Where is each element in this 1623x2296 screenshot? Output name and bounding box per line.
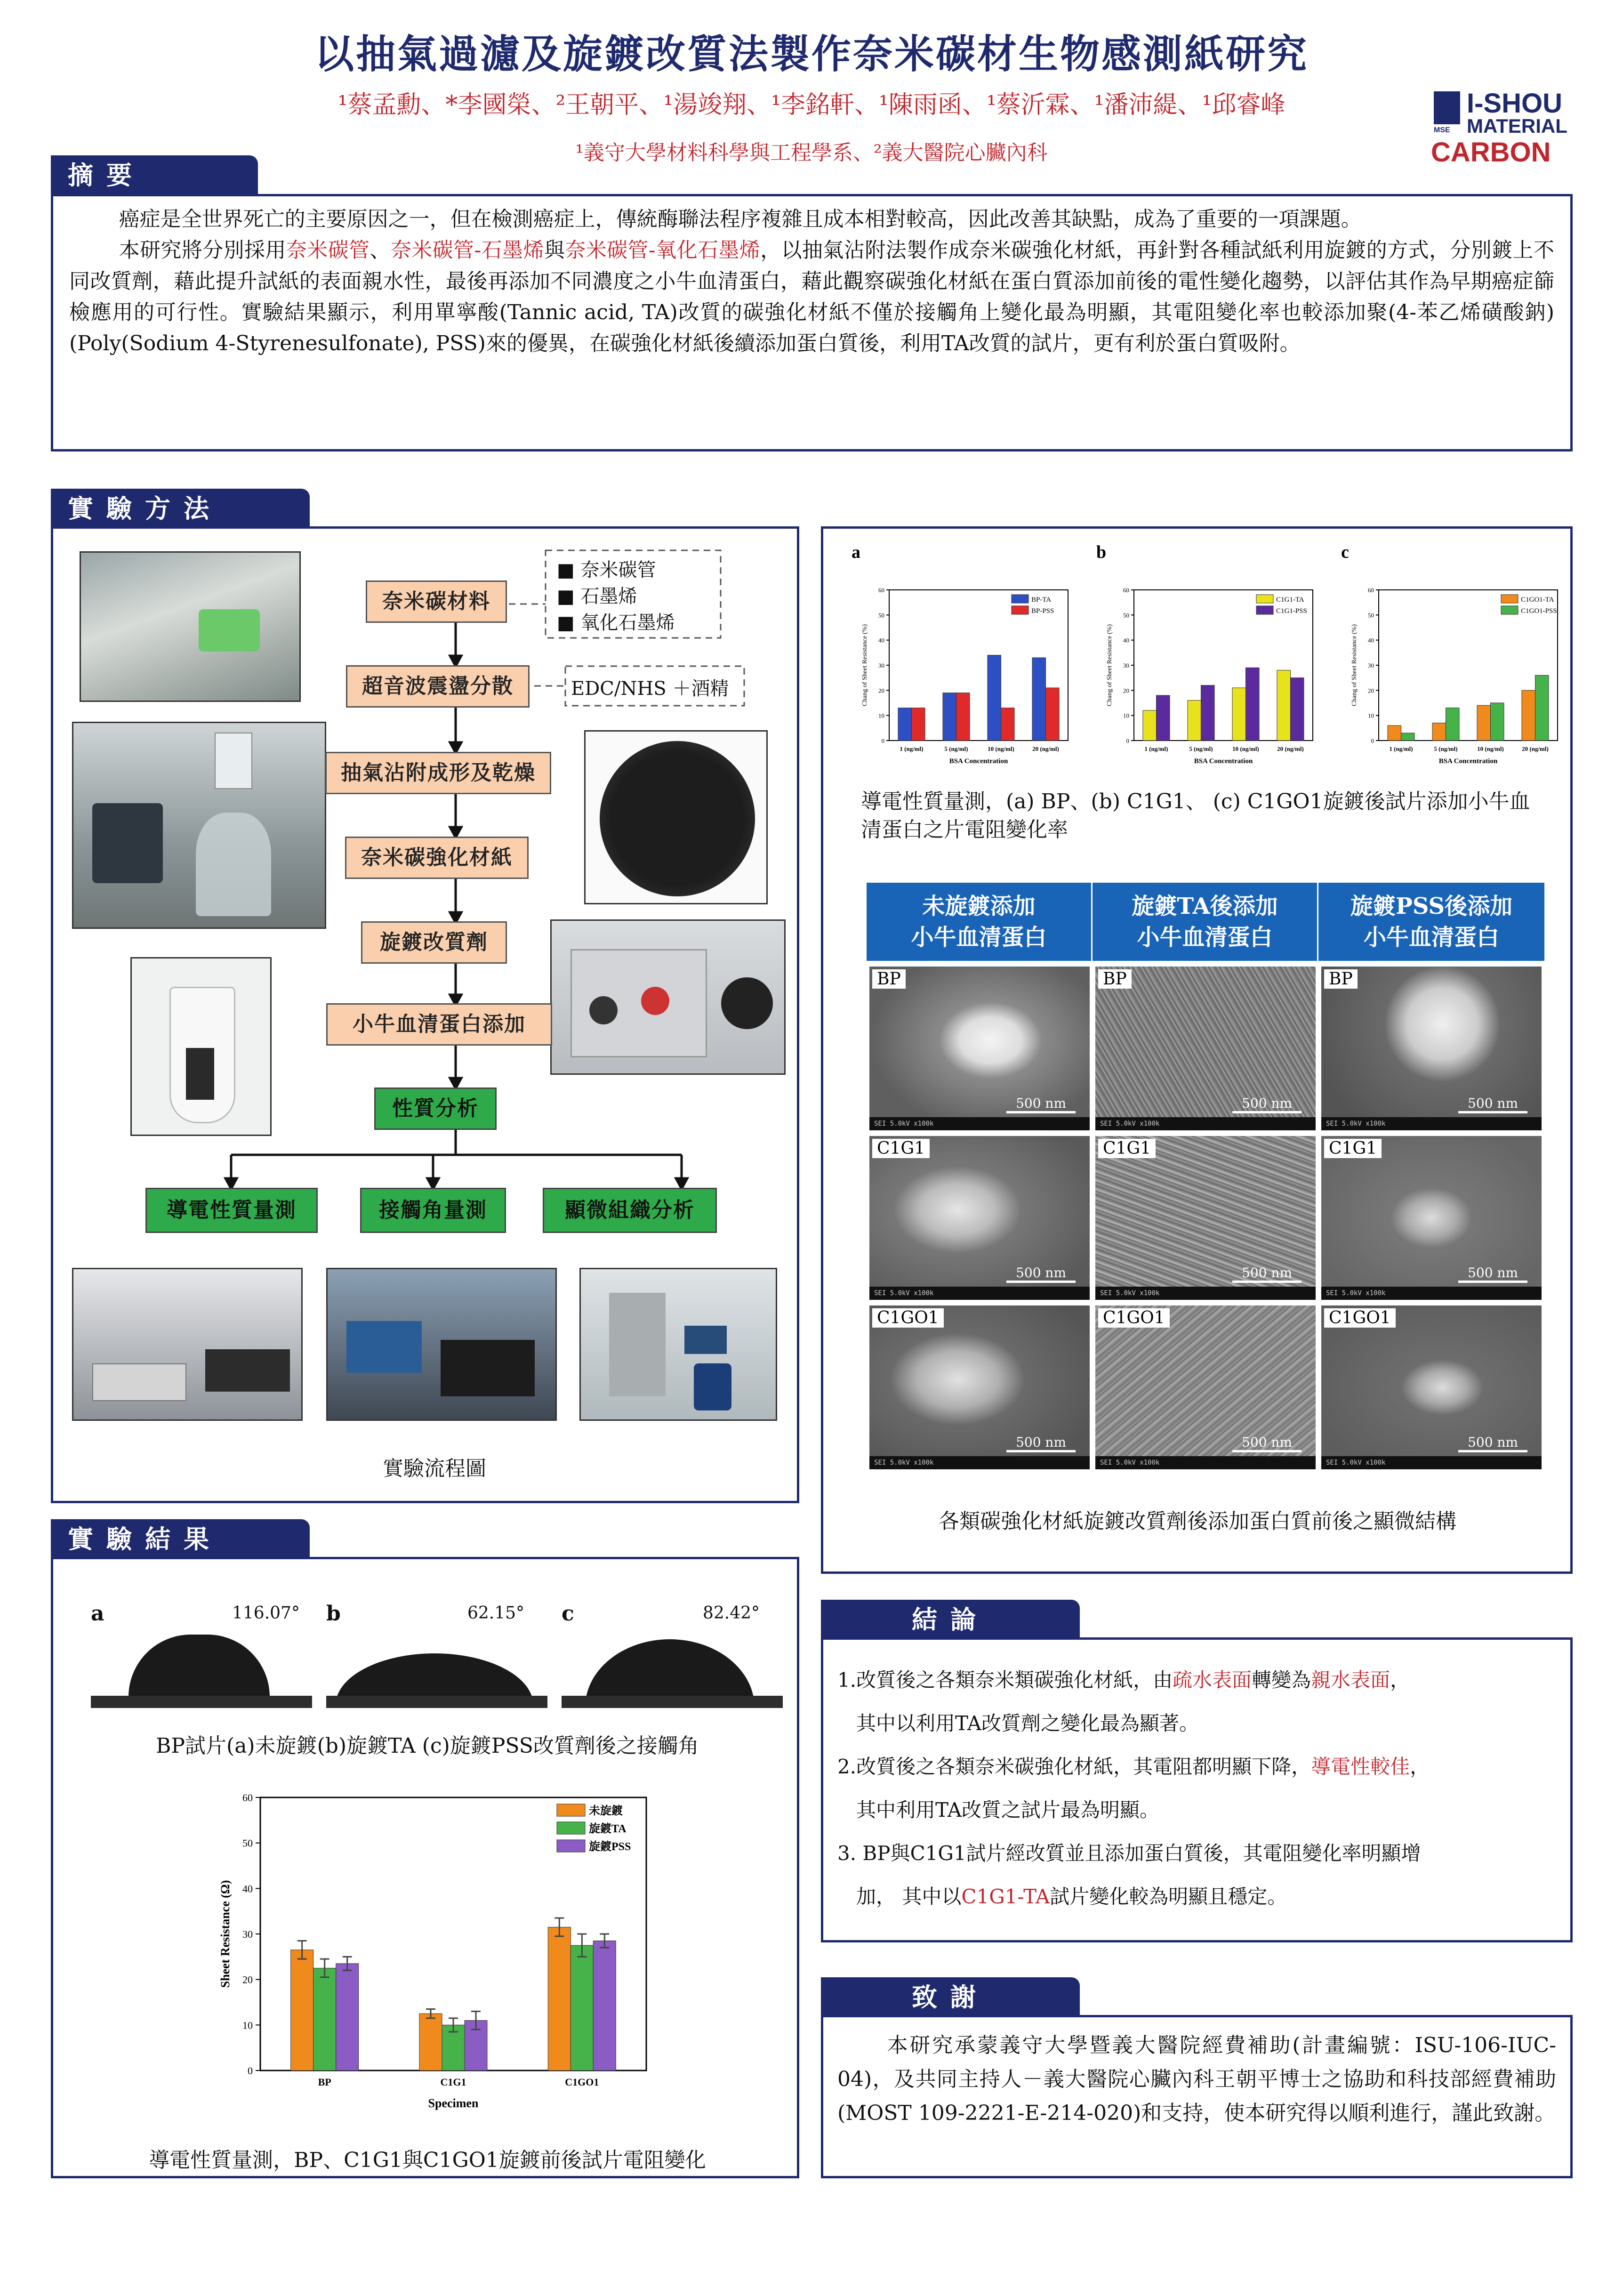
bar xyxy=(313,1968,336,2071)
conclusion-heading: 結論 xyxy=(821,1600,1080,1639)
panel-label: c xyxy=(1341,542,1349,562)
bar xyxy=(1388,725,1401,741)
bsa-chart-caption: 導電性質量測，(a) BP、(b) C1G1、 (c) C1GO1旋鍍後試片添加小牛血清蛋白之片電阻變化率 xyxy=(861,790,1530,842)
conclusion-line: 其中以利用TA改質劑之變化最為顯著。 xyxy=(856,1712,1199,1735)
legend-label: C1GO1-PSS xyxy=(1521,607,1557,615)
contact-angle-photo xyxy=(326,1268,557,1421)
y-tick-label: 10 xyxy=(242,2019,253,2031)
bar xyxy=(570,1945,593,2070)
bar xyxy=(1232,688,1246,741)
y-tick-label: 20 xyxy=(1368,687,1374,694)
x-tick-label: BP xyxy=(318,2076,331,2088)
legend-swatch xyxy=(557,1804,585,1816)
logo-line-3: CARBON xyxy=(1431,137,1551,168)
abstract-p2: 本研究將分別採用奈米碳管、奈米碳管-石墨烯與奈米碳管-氧化石墨烯，以抽氣沾附法製作成奈米碳強化材紙，再針對各種試紙利用旋鍍的方式，分別鍍上不同改質劑，藉此提升試紙的表面親水性，最後再添加不同濃度之小牛血清蛋白，藉此觀察碳強化材紙在蛋白質添加前後的電性變化趨勢，以評估其作為早期癌症篩檢應用的可行性。實驗結果顯示，利用單寧酸(Tannic acid, TA)改質的碳強化材紙不僅於接觸角上變化最為明顯，其電阻變化率也較添加聚(4-苯乙烯磺酸鈉) (Poly(Sodium 4-Styrenesulfonate), PSS)來的優異，在碳強化材紙後續添加蛋白質後，利用TA改質的試片，更有利於蛋白質吸附。 xyxy=(69,238,1555,355)
bar xyxy=(1246,668,1260,741)
sem-header-pss: 旋鍍PSS後添加 小牛血清蛋白 xyxy=(1318,883,1544,961)
y-tick-label: 40 xyxy=(878,636,884,644)
x-axis-label: BSA Concentration xyxy=(1194,757,1253,765)
contact-angle-a: a 116.07° xyxy=(91,1602,312,1710)
bar xyxy=(1491,703,1504,741)
conclusion-line: 加， 其中以C1G1-TA試片變化較為明顯且穩定。 xyxy=(856,1885,1287,1908)
bar xyxy=(1046,688,1060,741)
results-box xyxy=(51,1557,799,2178)
x-tick-label: 20 (ng/ml) xyxy=(1522,745,1549,752)
y-tick-label: 40 xyxy=(1123,636,1129,644)
conclusion-line: 1.改質後之各類奈米類碳強化材紙，由疏水表面轉變為親水表面， xyxy=(837,1668,1410,1692)
material-item: ■ 石墨烯 xyxy=(557,586,637,607)
legend-label: C1G1-TA xyxy=(1276,596,1304,604)
analysis-microstructure: 顯微組織分析 xyxy=(543,1188,717,1233)
abstract-box xyxy=(51,194,1573,451)
flowchart-caption: 實驗流程圖 xyxy=(383,1457,486,1481)
ack-box xyxy=(821,2015,1573,2178)
logo-line-1: I-SHOU xyxy=(1467,88,1562,119)
contact-angle-b: b 62.15° xyxy=(326,1602,547,1710)
legend-swatch xyxy=(557,1840,585,1852)
university-logo xyxy=(1431,88,1586,172)
bar xyxy=(1157,695,1170,741)
x-axis-label: BSA Concentration xyxy=(949,757,1008,765)
y-axis-label: Chang of Sheet Resistance (%) xyxy=(1106,624,1113,707)
methods-heading: 實驗方法 xyxy=(51,489,310,528)
contact-angle-c: c 82.42° xyxy=(562,1602,783,1710)
bar xyxy=(956,693,970,741)
x-tick-label: 20 (ng/ml) xyxy=(1277,745,1304,752)
bar xyxy=(1032,658,1046,741)
material-list xyxy=(557,557,675,636)
abstract-p1: 癌症是全世界死亡的主要原因之一，但在檢測癌症上，傳統酶聯法程序複雜且成本相對較高，因此改善其缺點，成為了重要的一項課題。 xyxy=(119,207,1362,231)
bar xyxy=(1001,708,1015,741)
x-tick-label: 10 (ng/ml) xyxy=(1477,745,1504,752)
x-tick-label: 20 (ng/ml) xyxy=(1032,745,1059,752)
y-tick-label: 20 xyxy=(878,687,884,694)
step-bsa-addition: 小牛血清蛋白添加 xyxy=(326,1003,552,1046)
logo-mark-icon xyxy=(1434,91,1460,124)
sem-image: BP 500 nm SEI 5.0kV x100k xyxy=(1095,967,1316,1130)
x-tick-label: 5 (ng/ml) xyxy=(1189,745,1213,752)
y-axis-label: Chang of Sheet Resistance (%) xyxy=(1351,624,1358,707)
x-tick-label: 5 (ng/ml) xyxy=(944,745,968,752)
sem-image: BP 500 nm SEI 5.0kV x100k xyxy=(1321,967,1542,1130)
ack-heading: 致謝 xyxy=(821,1977,1080,2017)
legend-swatch xyxy=(1501,606,1518,614)
sem-image: C1G1 500 nm SEI 5.0kV x100k xyxy=(1321,1136,1542,1300)
logo-small: MSE xyxy=(1434,126,1450,134)
bar xyxy=(988,655,1001,741)
x-axis-label: BSA Concentration xyxy=(1438,757,1498,765)
x-axis-label: Specimen xyxy=(428,2096,479,2110)
conclusion-box xyxy=(821,1637,1573,1942)
y-tick-label: 60 xyxy=(878,587,884,594)
y-tick-label: 30 xyxy=(1368,662,1374,669)
y-tick-label: 50 xyxy=(242,1837,253,1849)
legend-swatch xyxy=(1012,606,1028,614)
sheet-resistance-chart xyxy=(209,1783,660,2132)
x-tick-label: C1G1 xyxy=(440,2076,466,2088)
bar xyxy=(1522,690,1535,741)
step-spin-coating: 旋鍍改質劑 xyxy=(361,921,507,964)
legend-label: 旋鍍TA xyxy=(589,1823,627,1835)
bar xyxy=(898,708,912,741)
results-heading: 實驗結果 xyxy=(51,1519,310,1559)
bar xyxy=(1201,685,1215,741)
dispersant-label: EDC/NHS ＋酒精 xyxy=(571,678,729,700)
y-tick-label: 50 xyxy=(878,612,884,619)
bsa-bar-charts xyxy=(833,538,1567,802)
conclusion-line: 其中利用TA改質之試片最為明顯。 xyxy=(856,1798,1160,1821)
abstract-heading: 摘要 xyxy=(51,155,258,195)
y-tick-label: 20 xyxy=(242,1974,253,1986)
sem-image: C1GO1 500 nm SEI 5.0kV x100k xyxy=(869,1305,1090,1469)
y-tick-label: 40 xyxy=(1368,636,1374,644)
bar xyxy=(1143,710,1157,741)
step-ultrasonic-dispersion: 超音波震盪分散 xyxy=(346,665,530,708)
analysis-contact-angle: 接觸角量測 xyxy=(360,1188,506,1233)
y-tick-label: 60 xyxy=(1123,587,1129,594)
bsa-sem-box xyxy=(821,526,1573,1574)
sem-caption: 各類碳強化材紙旋鍍改質劑後添加蛋白質前後之顯微結構 xyxy=(939,1509,1456,1533)
legend-label: 旋鍍PSS xyxy=(589,1841,631,1853)
conclusion-line: 2.改質後之各類奈米碳強化材紙，其電阻都明顯下降，導電性較佳， xyxy=(837,1755,1430,1778)
legend-swatch xyxy=(557,1822,585,1834)
x-tick-label: 1 (ng/ml) xyxy=(1144,745,1168,752)
ack-text: 本研究承蒙義守大學暨義大醫院經費補助(計畫編號：ISU-106-IUC-04)，及共同主持人－義大醫院心臟內科王朝平博士之協助和科技部經費補助(MOST 109-2221-E-214-020)和支持，使本研究得以順利進行，謹此致謝。 xyxy=(837,2033,1556,2125)
contact-angle-images xyxy=(91,1602,783,1710)
x-tick-label: 1 (ng/ml) xyxy=(1389,745,1413,752)
legend-swatch xyxy=(1256,595,1273,603)
sheet-resistance-caption: 導電性質量測，BP、C1G1與C1GO1旋鍍前後試片電阻變化 xyxy=(149,2148,706,2172)
material-item: ■ 奈米碳管 xyxy=(557,559,656,581)
legend-label: C1G1-PSS xyxy=(1276,607,1307,615)
panel-label: a xyxy=(852,542,860,562)
legend-swatch xyxy=(1012,595,1028,603)
y-tick-label: 20 xyxy=(1123,687,1129,694)
y-tick-label: 40 xyxy=(242,1883,253,1895)
y-axis-label: Chang of Sheet Resistance (%) xyxy=(861,624,868,707)
bar xyxy=(943,693,956,741)
y-tick-label: 10 xyxy=(1368,712,1374,719)
four-point-probe-photo xyxy=(72,1268,303,1421)
sem-image: C1GO1 500 nm SEI 5.0kV x100k xyxy=(1321,1305,1542,1469)
legend-label: BP-PSS xyxy=(1031,607,1054,615)
legend-swatch xyxy=(1501,595,1518,603)
sem-image: C1G1 500 nm SEI 5.0kV x100k xyxy=(869,1136,1090,1300)
y-tick-label: 30 xyxy=(878,662,884,669)
bar xyxy=(291,1950,313,2070)
flowchart-arrows xyxy=(53,529,797,1263)
y-tick-label: 0 xyxy=(881,737,884,744)
material-item: ■ 氧化石墨烯 xyxy=(557,612,675,634)
sem-grid xyxy=(867,883,1544,1556)
y-tick-label: 30 xyxy=(1123,662,1129,669)
sem-header-uncoated: 未旋鍍添加 小牛血清蛋白 xyxy=(867,883,1093,961)
sem-instrument-photo xyxy=(579,1268,777,1421)
step-carbon-paper: 奈米碳強化材紙 xyxy=(345,837,529,879)
step-property-analysis: 性質分析 xyxy=(374,1088,497,1130)
y-tick-label: 10 xyxy=(878,712,884,719)
y-tick-label: 0 xyxy=(1126,737,1129,744)
x-tick-label: 10 (ng/ml) xyxy=(1232,745,1259,752)
step-carbon-material: 奈米碳材料 xyxy=(366,580,507,623)
legend-label: BP-TA xyxy=(1031,596,1052,604)
y-axis-label: Sheet Resistance (Ω) xyxy=(218,1880,232,1988)
bar xyxy=(1477,705,1491,741)
bar xyxy=(1535,675,1549,741)
bar xyxy=(419,2014,442,2070)
methods-box xyxy=(51,526,799,1503)
y-tick-label: 0 xyxy=(1371,737,1374,744)
bar xyxy=(1401,733,1415,741)
x-tick-label: 1 (ng/ml) xyxy=(900,745,924,752)
analysis-conductivity: 導電性質量測 xyxy=(145,1188,318,1233)
author-list: ¹蔡孟勳、*李國榮、²王朝平、¹湯竣翔、¹李銘軒、¹陳雨函、¹蔡沂霖、¹潘沛緹、¹邱睿峰 xyxy=(337,91,1286,119)
bar xyxy=(1188,701,1201,741)
legend-label: 未旋鍍 xyxy=(589,1805,623,1817)
y-tick-label: 60 xyxy=(242,1792,253,1804)
legend-swatch xyxy=(1256,606,1273,614)
logo-line-2: MATERIAL xyxy=(1467,115,1567,137)
bar xyxy=(548,1927,570,2071)
bar xyxy=(912,708,925,741)
x-tick-label: 10 (ng/ml) xyxy=(988,745,1014,752)
sem-image: C1GO1 500 nm SEI 5.0kV x100k xyxy=(1095,1305,1316,1469)
bar xyxy=(1277,670,1291,741)
x-tick-label: 5 (ng/ml) xyxy=(1434,745,1458,752)
y-tick-label: 60 xyxy=(1368,587,1374,594)
panel-label: b xyxy=(1096,542,1107,562)
bar xyxy=(1291,678,1304,741)
bar xyxy=(1446,708,1460,741)
sem-header-ta: 旋鍍TA後添加 小牛血清蛋白 xyxy=(1093,883,1318,961)
sem-image: BP 500 nm SEI 5.0kV x100k xyxy=(869,967,1090,1130)
step-vacuum-forming: 抽氣沾附成形及乾燥 xyxy=(325,752,551,794)
bar xyxy=(1432,723,1446,741)
conclusion-line: 3. BP與C1G1試片經改質並且添加蛋白質後，其電阻變化率明顯增 xyxy=(837,1842,1421,1865)
y-tick-label: 0 xyxy=(248,2065,253,2077)
bar xyxy=(593,1941,616,2071)
x-tick-label: C1GO1 xyxy=(565,2076,599,2088)
poster-title: 以抽氣過濾及旋鍍改質法製作奈米碳材生物感測紙研究 xyxy=(314,31,1309,77)
contact-angle-caption: BP試片(a)未旋鍍(b)旋鍍TA (c)旋鍍PSS改質劑後之接觸角 xyxy=(156,1734,699,1758)
y-tick-label: 50 xyxy=(1123,612,1129,619)
y-tick-label: 10 xyxy=(1123,712,1129,719)
sem-image: C1G1 500 nm SEI 5.0kV x100k xyxy=(1095,1136,1316,1300)
legend-label: C1GO1-TA xyxy=(1521,596,1554,604)
bar xyxy=(336,1964,359,2070)
y-tick-label: 50 xyxy=(1368,612,1374,619)
affiliation: ¹義守大學材料科學與工程學系、²義大醫院心臟內科 xyxy=(575,141,1048,165)
y-tick-label: 30 xyxy=(242,1928,253,1940)
